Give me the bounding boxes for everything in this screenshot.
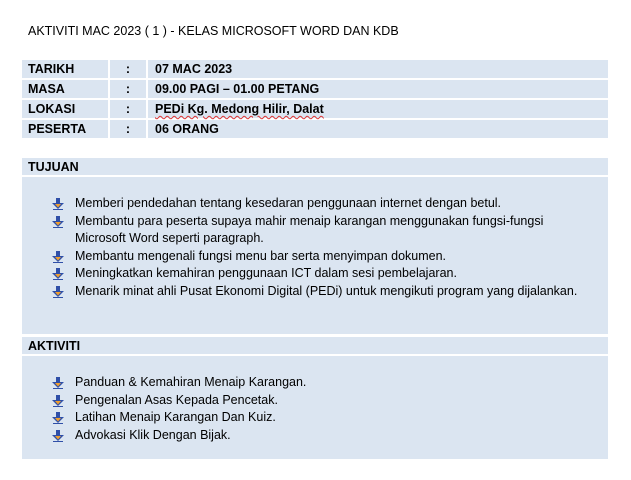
info-label: PESERTA (22, 120, 108, 138)
arrow-down-bullet-icon (52, 395, 64, 407)
list-item-text: Meningkatkan kemahiran penggunaan ICT dalam sesi pembelajaran. (75, 266, 457, 280)
arrow-down-bullet-icon (52, 286, 64, 298)
arrow-down-bullet-icon (52, 251, 64, 263)
tujuan-body (22, 177, 608, 334)
info-value: 06 ORANG (148, 120, 608, 138)
info-label: TARIKH (22, 60, 108, 78)
list-item-text: Membantu mengenali fungsi menu bar serta menyimpan dokumen. (75, 248, 447, 263)
aktiviti-list (22, 374, 608, 444)
list-item-text: Advokasi Klik Dengan Bijak. (75, 427, 231, 442)
list-item (22, 427, 608, 445)
document-title: AKTIVITI MAC 2023 ( 1 ) - KELAS MICROSOFT WORD DAN KDB (28, 24, 399, 38)
arrow-down-bullet-icon (52, 268, 64, 280)
list-item (22, 195, 608, 213)
list-item-text: Menarik minat ahli Pusat Ekonomi Digital (PEDi) untuk mengikuti program yang dijalankan. (75, 283, 578, 298)
list-item (22, 283, 608, 301)
arrow-down-bullet-icon (52, 412, 64, 424)
list-item-text: Panduan & Kemahiran Menaip Karangan. (75, 375, 307, 389)
list-item (22, 409, 608, 427)
list-item (22, 265, 608, 283)
tujuan-list (22, 195, 608, 300)
info-separator: : (110, 120, 146, 138)
info-value-text: PEDi Kg. Medong Hilir, Dalat (155, 102, 324, 116)
info-separator: : (110, 100, 146, 118)
tujuan-heading: TUJUAN (22, 158, 608, 175)
list-item-text: Memberi pendedahan tentang kesedaran penggunaan internet dengan betul. (75, 196, 502, 210)
arrow-down-bullet-icon (52, 216, 64, 228)
arrow-down-bullet-icon (52, 430, 64, 442)
info-value: 07 MAC 2023 (148, 60, 608, 78)
info-separator: : (110, 60, 146, 78)
list-item (22, 392, 608, 410)
info-label: LOKASI (22, 100, 108, 118)
aktiviti-heading: AKTIVITI (22, 337, 608, 354)
info-label: MASA (22, 80, 108, 98)
list-item (22, 248, 608, 266)
list-item (22, 213, 608, 248)
info-value: 09.00 PAGI – 01.00 PETANG (148, 80, 608, 98)
list-item-text: Latihan Menaip Karangan Dan Kuiz. (75, 410, 276, 424)
info-value (148, 100, 608, 118)
info-row-lokasi (22, 100, 608, 118)
arrow-down-bullet-icon (52, 377, 64, 389)
info-row-tarikh (22, 60, 608, 78)
info-separator: : (110, 80, 146, 98)
info-row-masa (22, 80, 608, 98)
list-item-text: Membantu para peserta supaya mahir menaip karangan menggunakan fungsi-fungsi Microsoft Word seperti paragraph. (75, 213, 544, 245)
list-item (22, 374, 608, 392)
info-table (22, 60, 608, 140)
aktiviti-body (22, 356, 608, 459)
arrow-down-bullet-icon (52, 198, 64, 210)
list-item-text: Pengenalan Asas Kepada Pencetak. (75, 392, 278, 407)
info-row-peserta (22, 120, 608, 138)
